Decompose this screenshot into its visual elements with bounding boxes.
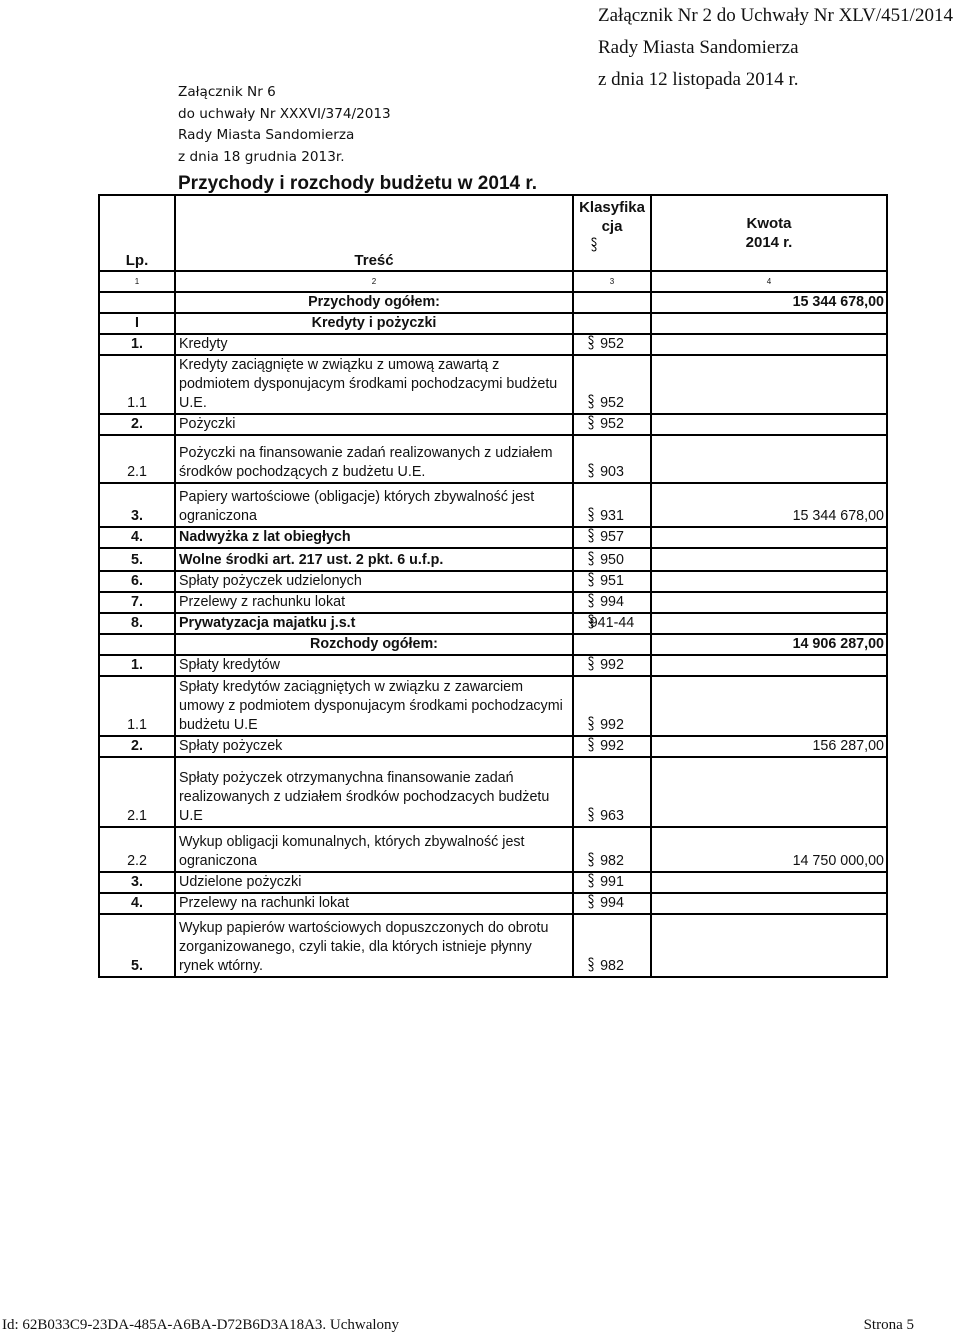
footer-page-number: Strona 5 bbox=[863, 1317, 914, 1333]
row-klasyfikacja-code: 952 bbox=[600, 336, 624, 352]
row-klasyfikacja-code: 952 bbox=[600, 416, 624, 432]
table-row bbox=[99, 676, 887, 736]
annex-header-line-3: z dnia 12 listopada 2014 r. bbox=[598, 69, 799, 90]
row-lp: 4. bbox=[99, 527, 175, 548]
row-tresc: Wykup obligacji komunalnych, których zbywalność jest ograniczona bbox=[175, 827, 573, 872]
row-klasyfikacja-code: 951 bbox=[600, 573, 624, 589]
table-row bbox=[99, 757, 887, 827]
row-tresc: Kredyty i pożyczki bbox=[175, 313, 573, 334]
section-mark-icon bbox=[588, 736, 594, 753]
row-kwota bbox=[651, 548, 887, 571]
row-tresc: Kredyty zaciągnięte w związku z umową zawartą z podmiotem dysponujacym środkami pochodzacymi budżetu U.E. bbox=[175, 355, 573, 414]
previous-annex-line-3: Rady Miasta Sandomierza bbox=[178, 127, 355, 143]
row-tresc: Pożyczki na finansowanie zadań realizowanych z udziałem środków pochodzących z budżetu U.E. bbox=[175, 435, 573, 483]
row-kwota: 14 906 287,00 bbox=[651, 634, 887, 655]
row-tresc: Udzielone pożyczki bbox=[175, 872, 573, 893]
row-kwota bbox=[651, 571, 887, 592]
row-kwota bbox=[651, 757, 887, 827]
table-row bbox=[99, 313, 887, 334]
row-tresc: Spłaty kredytów bbox=[175, 655, 573, 676]
row-klasyfikacja-code: 950 bbox=[600, 552, 624, 568]
row-tresc: Przychody ogółem: bbox=[175, 292, 573, 313]
row-klasyfikacja bbox=[573, 634, 651, 655]
row-klasyfikacja bbox=[573, 292, 651, 313]
table-row bbox=[99, 414, 887, 435]
row-klasyfikacja bbox=[573, 872, 651, 893]
row-klasyfikacja bbox=[573, 893, 651, 914]
row-klasyfikacja-code: 957 bbox=[600, 529, 624, 545]
row-klasyfikacja-code: 994 bbox=[600, 895, 624, 911]
row-tresc: Nadwyżka z lat obiegłych bbox=[175, 527, 573, 548]
row-klasyfikacja bbox=[573, 736, 651, 757]
column-number-3: 3 bbox=[573, 271, 651, 292]
table-row bbox=[99, 571, 887, 592]
row-klasyfikacja-code: 982 bbox=[600, 853, 624, 869]
row-klasyfikacja bbox=[573, 676, 651, 736]
table-row bbox=[99, 655, 887, 676]
row-tresc: Papiery wartościowe (obligacje) których zbywalność jest ograniczona bbox=[175, 483, 573, 527]
footer-document-id: Id: 62B033C9-23DA-485A-A6BA-D72B6D3A18A3. Uchwalony bbox=[2, 1317, 400, 1333]
table-row bbox=[99, 634, 887, 655]
row-tresc: Rozchody ogółem: bbox=[175, 634, 573, 655]
row-lp: 5. bbox=[99, 548, 175, 571]
row-lp: 2.1 bbox=[99, 435, 175, 483]
table-row bbox=[99, 736, 887, 757]
section-mark-icon bbox=[588, 571, 594, 588]
row-tresc: Przelewy z rachunku lokat bbox=[175, 592, 573, 613]
row-lp: 1.1 bbox=[99, 676, 175, 736]
row-lp: 5. bbox=[99, 914, 175, 977]
row-kwota bbox=[651, 355, 887, 414]
section-mark-icon bbox=[588, 506, 594, 523]
row-tresc: Prywatyzacja majatku j.s.t bbox=[175, 613, 573, 634]
row-kwota bbox=[651, 435, 887, 483]
row-lp bbox=[99, 292, 175, 313]
row-klasyfikacja bbox=[573, 435, 651, 483]
row-lp: 2. bbox=[99, 736, 175, 757]
budget-table bbox=[98, 194, 888, 978]
row-klasyfikacja-code: 992 bbox=[600, 738, 624, 754]
row-klasyfikacja bbox=[573, 592, 651, 613]
table-header-row bbox=[99, 195, 887, 271]
section-mark-icon bbox=[588, 592, 594, 609]
row-klasyfikacja-code: 991 bbox=[600, 874, 624, 890]
section-mark-icon bbox=[588, 334, 594, 351]
row-klasyfikacja-code: 903 bbox=[600, 464, 624, 480]
annex-header-line-2: Rady Miasta Sandomierza bbox=[598, 37, 799, 58]
table-row bbox=[99, 827, 887, 872]
annex-header bbox=[598, 0, 960, 96]
row-klasyfikacja bbox=[573, 414, 651, 435]
column-number-2: 2 bbox=[175, 271, 573, 292]
row-klasyfikacja-code: 992 bbox=[600, 657, 624, 673]
row-klasyfikacja bbox=[573, 914, 651, 977]
row-tresc: Pożyczki bbox=[175, 414, 573, 435]
row-klasyfikacja bbox=[573, 355, 651, 414]
column-number-4: 4 bbox=[651, 271, 887, 292]
previous-annex-line-2: do uchwały Nr XXXVI/374/2013 bbox=[178, 105, 391, 122]
row-tresc: Spłaty pożyczek otrzymanychna finansowanie zadań realizowanych z udziałem środków pochodzacych budżetu U.E bbox=[175, 757, 573, 827]
row-kwota bbox=[651, 613, 887, 634]
previous-annex-line-4: z dnia 18 grudnia 2013r. bbox=[178, 148, 345, 165]
column-number-row bbox=[99, 271, 887, 292]
row-tresc: Spłaty pożyczek udzielonych bbox=[175, 571, 573, 592]
table-row bbox=[99, 292, 887, 313]
section-mark-icon bbox=[588, 550, 594, 567]
row-lp: 4. bbox=[99, 893, 175, 914]
row-lp: 1.1 bbox=[99, 355, 175, 414]
section-mark-icon bbox=[588, 872, 594, 889]
row-klasyfikacja-code: 941-44 bbox=[589, 615, 635, 631]
section-mark-icon bbox=[588, 806, 594, 823]
row-klasyfikacja-code: 992 bbox=[600, 717, 624, 733]
row-tresc: Wolne środki art. 217 ust. 2 pkt. 6 u.f.p. bbox=[175, 548, 573, 571]
section-mark-icon bbox=[588, 956, 594, 973]
row-kwota bbox=[651, 313, 887, 334]
row-klasyfikacja bbox=[573, 613, 651, 634]
section-mark-icon bbox=[588, 893, 594, 910]
annex-header-line-1: Załącznik Nr 2 do Uchwały Nr XLV/451/2014 bbox=[598, 5, 953, 26]
document-title: Przychody i rozchody budżetu w 2014 r. bbox=[178, 173, 537, 194]
row-klasyfikacja-code: 963 bbox=[600, 808, 624, 824]
header-klasyfikacja-line-2: cja bbox=[601, 218, 623, 235]
row-klasyfikacja bbox=[573, 527, 651, 548]
row-kwota: 14 750 000,00 bbox=[651, 827, 887, 872]
section-mark-icon bbox=[588, 527, 594, 544]
row-klasyfikacja bbox=[573, 313, 651, 334]
header-klasyfikacja-line-1: Klasyfika bbox=[579, 199, 645, 216]
table-row bbox=[99, 527, 887, 548]
row-lp: 3. bbox=[99, 872, 175, 893]
section-mark-icon bbox=[588, 393, 594, 410]
row-klasyfikacja bbox=[573, 571, 651, 592]
header-kwota bbox=[651, 195, 887, 271]
row-lp: 2. bbox=[99, 414, 175, 435]
row-tresc: Wykup papierów wartościowych dopuszczonych do obrotu zorganizowanego, czyli takie, dla których istnieje płynny rynek wtórny. bbox=[175, 914, 573, 977]
table-row bbox=[99, 334, 887, 355]
header-lp: Lp. bbox=[99, 195, 175, 271]
table-row bbox=[99, 592, 887, 613]
section-mark-icon bbox=[588, 414, 594, 431]
row-klasyfikacja-code: 931 bbox=[600, 508, 624, 524]
row-kwota: 15 344 678,00 bbox=[651, 292, 887, 313]
row-lp: 2.1 bbox=[99, 757, 175, 827]
table-row bbox=[99, 548, 887, 571]
table-row bbox=[99, 914, 887, 977]
row-tresc: Kredyty bbox=[175, 334, 573, 355]
row-kwota: 15 344 678,00 bbox=[651, 483, 887, 527]
section-mark-icon bbox=[588, 851, 594, 868]
header-kwota-line-1: Kwota bbox=[746, 215, 792, 232]
section-mark-icon bbox=[588, 655, 594, 672]
previous-annex-line-1: Załącznik Nr 6 bbox=[178, 84, 276, 100]
row-kwota bbox=[651, 893, 887, 914]
previous-annex-note bbox=[178, 82, 391, 168]
row-lp: I bbox=[99, 313, 175, 334]
row-kwota bbox=[651, 334, 887, 355]
row-lp: 8. bbox=[99, 613, 175, 634]
row-tresc: Spłaty kredytów zaciągniętych w związku z zawarciem umowy z podmiotem dysponujacym środkami pochodzacymi budżetu U.E bbox=[175, 676, 573, 736]
row-tresc: Przelewy na rachunki lokat bbox=[175, 893, 573, 914]
table-row bbox=[99, 872, 887, 893]
row-tresc: Spłaty pożyczek bbox=[175, 736, 573, 757]
row-klasyfikacja bbox=[573, 827, 651, 872]
section-mark-icon bbox=[588, 715, 594, 732]
row-kwota bbox=[651, 914, 887, 977]
section-mark-icon bbox=[588, 613, 594, 630]
row-kwota bbox=[651, 872, 887, 893]
row-lp: 1. bbox=[99, 334, 175, 355]
row-lp: 7. bbox=[99, 592, 175, 613]
header-tresc: Treść bbox=[175, 195, 573, 271]
row-klasyfikacja bbox=[573, 757, 651, 827]
header-kwota-line-2: 2014 r. bbox=[745, 234, 793, 251]
row-kwota bbox=[651, 592, 887, 613]
row-klasyfikacja-code: 952 bbox=[600, 395, 624, 411]
table-row bbox=[99, 435, 887, 483]
table-row bbox=[99, 893, 887, 914]
table-row bbox=[99, 355, 887, 414]
row-klasyfikacja bbox=[573, 548, 651, 571]
row-lp bbox=[99, 634, 175, 655]
row-klasyfikacja bbox=[573, 655, 651, 676]
row-lp: 6. bbox=[99, 571, 175, 592]
row-klasyfikacja bbox=[573, 334, 651, 355]
row-klasyfikacja-code: 982 bbox=[600, 958, 624, 974]
row-kwota bbox=[651, 676, 887, 736]
row-klasyfikacja-code: 994 bbox=[600, 594, 624, 610]
row-lp: 1. bbox=[99, 655, 175, 676]
section-mark-icon bbox=[591, 236, 597, 253]
section-mark-icon bbox=[588, 462, 594, 479]
row-kwota bbox=[651, 655, 887, 676]
table-row bbox=[99, 483, 887, 527]
table-row bbox=[99, 613, 887, 634]
row-klasyfikacja bbox=[573, 483, 651, 527]
row-lp: 2.2 bbox=[99, 827, 175, 872]
header-klasyfikacja bbox=[573, 195, 651, 271]
row-lp: 3. bbox=[99, 483, 175, 527]
row-kwota bbox=[651, 414, 887, 435]
row-kwota: 156 287,00 bbox=[651, 736, 887, 757]
row-kwota bbox=[651, 527, 887, 548]
column-number-1: 1 bbox=[99, 271, 175, 292]
